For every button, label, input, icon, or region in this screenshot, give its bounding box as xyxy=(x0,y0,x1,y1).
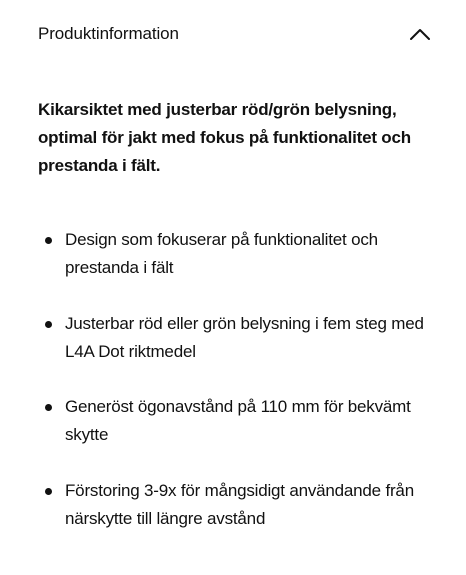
feature-text: Generöst ögonavstånd på 110 mm för bekvämt skytte xyxy=(65,397,411,444)
chevron-up-icon[interactable] xyxy=(408,26,432,42)
bullet-dot-icon xyxy=(45,488,52,495)
chevron-up-icon-graphic xyxy=(408,26,432,42)
bullet-dot-icon xyxy=(45,404,52,411)
feature-text: Justerbar röd eller grön belysning i fem steg med L4A Dot riktmedel xyxy=(65,314,424,361)
feature-text: Design som fokuserar på funktionalitet och prestanda i fält xyxy=(65,230,378,277)
accordion-title: Produktinformation xyxy=(38,24,179,43)
accordion-header[interactable] xyxy=(0,14,466,58)
bullet-dot-icon xyxy=(45,237,52,244)
feature-text: Förstoring 3-9x för mångsidigt användande från närskytte till längre avstånd xyxy=(65,481,414,528)
bullet-dot-icon xyxy=(45,321,52,328)
product-intro: Kikarsiktet med justerbar röd/grön belysning, optimal för jakt med fokus på funktionalitet och prestanda i fält. xyxy=(38,100,411,175)
